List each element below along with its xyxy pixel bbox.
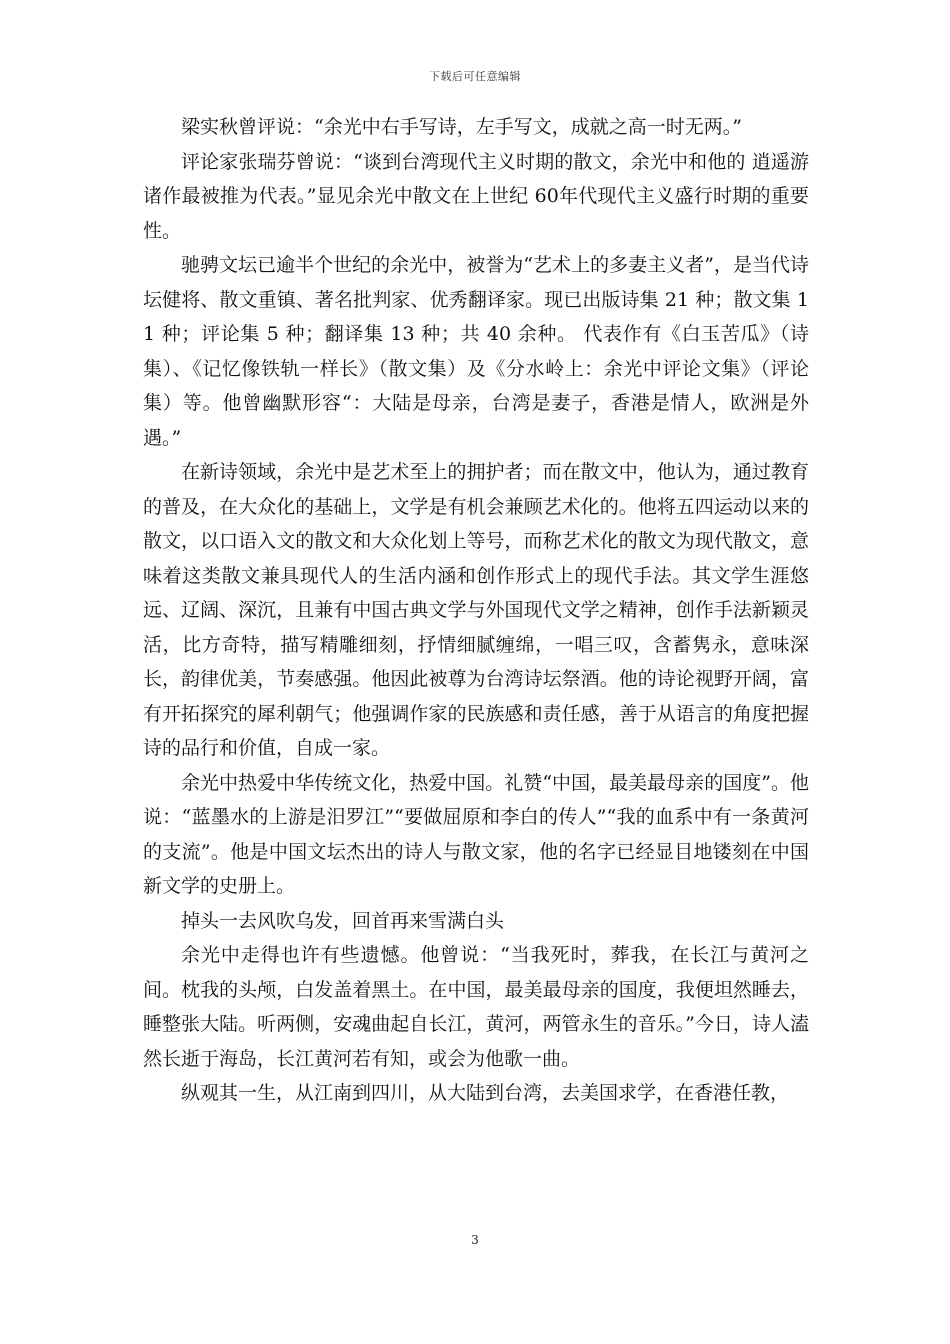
paragraph-literary-career: 驰骋文坛已逾半个世纪的余光中，被誉为“艺术上的多妻主义者”，是当代诗坛健将、散文重镇、著名批判家、优秀翻译家。现已出版诗集 21 种；散文集 11 种；评论集 5 种；翻译集 13 种；共 40 余种。 代表作有《白玉苦瓜》（诗集）、《记忆像铁轨一样长》（散文集）及《分水岭上：余光中评论文集》（评论集）等。他曾幽默形容“：大陆是母亲，台湾是妻子，香港是情人，欧洲是外遇。” (143, 254, 809, 449)
paragraph-zhang-ruifen-quote: 评论家张瑞芬曾说：“谈到台湾现代主义时期的散文，余光中和他的 逍遥游 诸作最被推为代表。”显见余光中散文在上世纪 60年代现代主义盛行时期的重要性。 (143, 150, 809, 242)
paragraph-regret: 余光中走得也许有些遗憾。他曾说：“当我死时，葬我，在长江与黄河之间。枕我的头颅，白发盖着黑土。在中国，最美最母亲的国度，我便坦然睡去，睡整张大陆。听两侧，安魂曲起自长江，黄河，两管永生的音乐。”今日，诗人溘然长逝于海岛，长江黄河若有知，或会为他歌一曲。 (143, 944, 809, 1070)
paragraph-new-poetry: 在新诗领域，余光中是艺术至上的拥护者；而在散文中，他认为，通过教育的普及，在大众化的基础上，文学是有机会兼顾艺术化的。他将五四运动以来的散文，以口语入文的散文和大众化划上等号，而称艺术化的散文为现代散文，意味着这类散文兼具现代人的生活内涵和创作形式上的现代手法。其文学生涯悠远、辽阔、深沉，且兼有中国古典文学与外国现代文学之精神，创作手法新颖灵活，比方奇特，描写精雕细刻，抒情细腻缠绵，一唱三叹，含蓄隽永，意味深长，韵律优美，节奏感强。他因此被尊为台湾诗坛祭酒。他的诗论视野开阔，富有开拓探究的犀利朝气；他强调作家的民族感和责任感，善于从语言的角度把握诗的品行和价值，自成一家。 (143, 461, 809, 759)
page-number: 3 (471, 1233, 479, 1247)
paragraph-love-of-china: 余光中热爱中华传统文化，热爱中国。礼赞“中国，最美最母亲的国度”。他说：“蓝墨水的上游是汨罗江”“要做屈原和李白的传人”“我的血系中有一条黄河的支流”。他是中国文坛杰出的诗人与散文家，他的名字已经显目地镂刻在中国新文学的史册上。 (143, 771, 809, 897)
document-body (143, 110, 809, 1111)
page-header-note: 下载后可任意编辑 (429, 70, 521, 83)
paragraph-liang-shiqiu-quote: 梁实秋曾评说：“余光中右手写诗，左手写文，成就之高一时无两。” (181, 116, 742, 138)
paragraph-life-overview: 纵观其一生，从江南到四川，从大陆到台湾，去美国求学，在香港任教， (181, 1082, 790, 1104)
section-heading: 掉头一去风吹乌发，回首再来雪满白头 (181, 909, 505, 932)
